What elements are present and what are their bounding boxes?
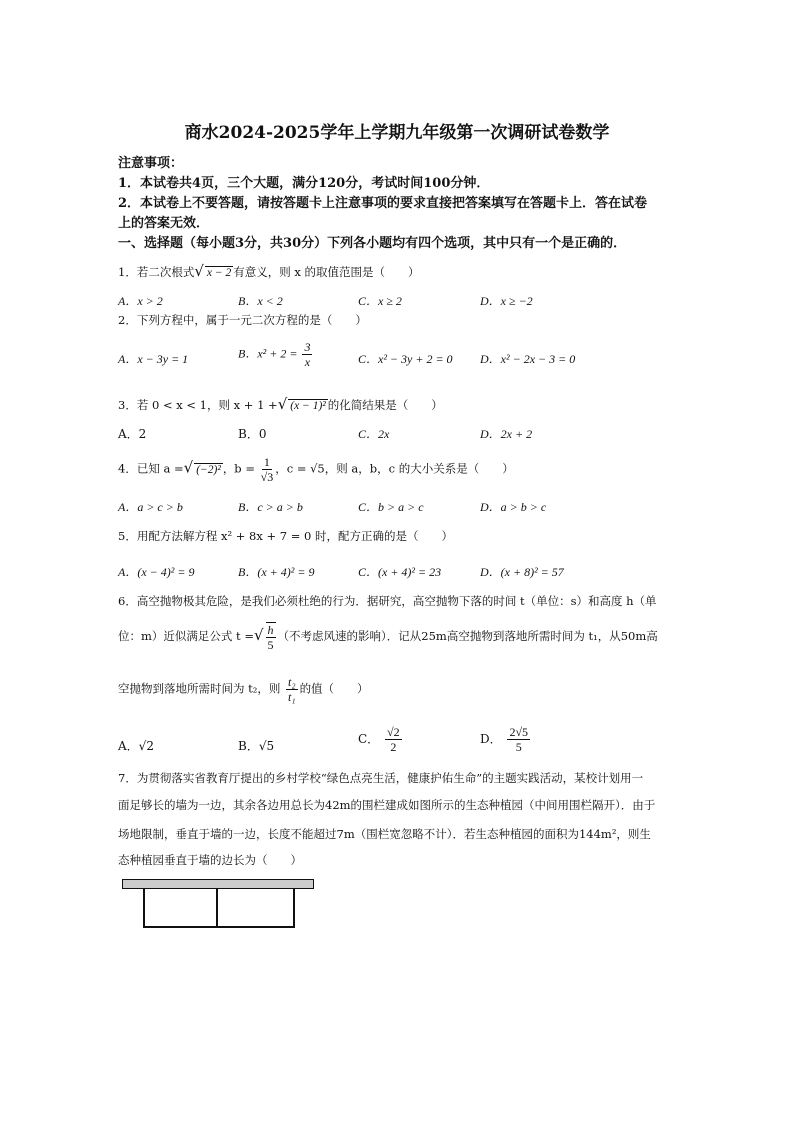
q3-option-a: A．2 — [118, 427, 147, 441]
q2-b-den: x — [304, 355, 311, 369]
question-6-line-3 — [118, 675, 369, 704]
q1-radicand: x − 2 — [206, 267, 232, 279]
q1-post: 有意义，则 x 的取值范围是（ ） — [233, 265, 420, 279]
question-2-stem: 2．下列方程中，属于一元二次方程的是（ ） — [118, 313, 367, 327]
question-3-stem: 3．若 0 < x < 1，则 x + 1 +√ (x − 1)² 的化简结果是（ ） — [118, 395, 443, 413]
q3-radicand: (x − 1)² — [290, 400, 326, 412]
q1-option-a: A．x > 2 — [118, 294, 163, 308]
section-heading: 一、选择题（每小题3分，共30分）下列各小题均有四个选项，其中只有一个是正确的． — [118, 236, 627, 251]
question-7-line-3: 场地限制，垂直于墙的一边，长度不能超过7m（围栏宽忽略不计）．若生态种植园的面积为144m²，则生 — [118, 827, 651, 841]
q2-b-pre: B．x² + 2 = — [238, 346, 298, 361]
question-6-line-1: 6．高空抛物极其危险，是我们必须杜绝的行为．据研究，高空抛物下落的时间 t（单位：s）和高度 h（单 — [118, 594, 657, 608]
q6-line3-pre: 空抛物到落地所需时间为 t₂，则 — [118, 681, 281, 696]
q6-option-b: B．√5 — [238, 739, 275, 753]
q5-option-d: D．(x + 8)² = 57 — [480, 565, 564, 579]
q4-b-num: 1 — [263, 455, 270, 469]
q5-option-a: A．(x − 4)² = 9 — [118, 565, 195, 579]
q6-c-num: √2 — [387, 725, 400, 739]
q6-formula-den: 5 — [267, 638, 274, 652]
q4-b-den: √3 — [260, 470, 274, 484]
notice-item-1: 1．本试卷共4页，三个大题，满分120分，考试时间100分钟． — [118, 176, 490, 191]
q4-post: ，则 a，b，c 的大小关系是（ ） — [324, 461, 514, 476]
question-5-stem: 5．用配方法解方程 x² + 8x + 7 = 0 时，配方正确的是（ ） — [118, 529, 453, 543]
q4-option-d: D．a > b > c — [480, 500, 547, 514]
question-7-line-4: 态种植园垂直于墙的边长为（ ） — [118, 853, 302, 867]
q6-option-a: A．√2 — [118, 739, 154, 753]
notice-item-2-cont: 上的答案无效． — [118, 216, 210, 231]
q4-option-b: B．c > a > b — [238, 500, 303, 514]
q1-option-d: D．x ≥ −2 — [480, 294, 533, 308]
q3-option-c: C．2x — [358, 427, 390, 441]
diagram-fence — [143, 889, 295, 928]
q6-c-den: 2 — [390, 740, 397, 754]
q6-line3-post: 的值（ ） — [299, 681, 369, 696]
q4-c: ，c = √5 — [275, 461, 325, 476]
q4-option-a: A．a > c > b — [118, 500, 183, 514]
notice-item-2: 2．本试卷上不要答题，请按答题卡上注意事项的要求直接把答案填写在答题卡上．答在试卷 — [118, 196, 648, 211]
q3-option-b: B．0 — [238, 427, 267, 441]
notice-heading: 注意事项： — [118, 156, 184, 171]
q6-ratio-num: t₂ — [288, 675, 296, 689]
q1-pre: 1．若二次根式 — [118, 265, 195, 279]
q1-option-b: B．x < 2 — [238, 294, 283, 308]
q3-pre: 3．若 0 < x < 1，则 x + 1 + — [118, 398, 278, 412]
q6-formula-num: h — [267, 623, 274, 637]
q2-option-c: C．x² − 3y + 2 = 0 — [358, 352, 453, 366]
q6-line2-post: （不考虑风速的影响）．记从25m高空抛物到落地所需时间为 t₁，从50m高 — [277, 629, 658, 643]
q6-c-pre: C． — [358, 732, 380, 746]
question-4-stem: 4．已知 a =√ (−2)² ，b = $\frac{1}{√3}$ ，c = √5，则 a，b，c 的大小关系是（ ） — [118, 455, 514, 484]
q6-d-num: 2√5 — [509, 725, 529, 739]
q6-d-pre: D． — [480, 732, 502, 746]
q2-option-d: D．x² − 2x − 3 = 0 — [480, 352, 576, 366]
page-title: 商水2024-2025学年上学期九年级第一次调研试卷数学 — [184, 123, 610, 143]
q5-option-c: C．(x + 4)² = 23 — [358, 565, 442, 579]
question-1-stem: 1．若二次根式√ x − 2 有意义，则 x 的取值范围是（ ） — [118, 262, 420, 280]
question-7-line-1: 7．为贯彻落实省教育厅提出的乡村学校“绿色点亮生活，健康护佑生命”的主题实践活动，某校计划用一 — [118, 771, 644, 785]
q5-option-b: B．(x + 4)² = 9 — [238, 565, 315, 579]
question-7-line-2: 面足够长的墙为一边，其余各边用总长为42m的围栏建成如图所示的生态种植园（中间用围栏隔开）．由于 — [118, 798, 656, 812]
q3-post: 的化简结果是（ ） — [327, 398, 443, 412]
q6-option-d — [480, 725, 532, 754]
q2-option-b — [238, 340, 314, 369]
q4-b-pre: ，b = — [222, 461, 255, 476]
q2-option-a: A．x − 3y = 1 — [118, 352, 189, 366]
q6-d-den: 5 — [515, 740, 522, 754]
q4-option-c: C．b > a > c — [358, 500, 424, 514]
q2-b-num: 3 — [304, 340, 311, 354]
diagram-wall — [122, 879, 314, 889]
q3-option-d: D．2x + 2 — [480, 427, 533, 441]
q1-option-c: C．x ≥ 2 — [358, 294, 402, 308]
q6-line2-pre: 位：m）近似满足公式 t = — [118, 629, 254, 643]
q6-ratio-den: t₁ — [288, 690, 296, 704]
q6-option-c — [358, 725, 404, 754]
question-6-line-2: 位：m）近似满足公式 t =√ $\frac{h}{5}$ （不考虑风速的影响）．记从25m高空抛物到落地所需时间为 t₁，从50m高 — [118, 623, 658, 652]
q4-pre: 4．已知 a = — [118, 461, 184, 476]
q4-radicand: (−2)² — [196, 463, 221, 476]
diagram-fence-divider — [216, 889, 218, 926]
